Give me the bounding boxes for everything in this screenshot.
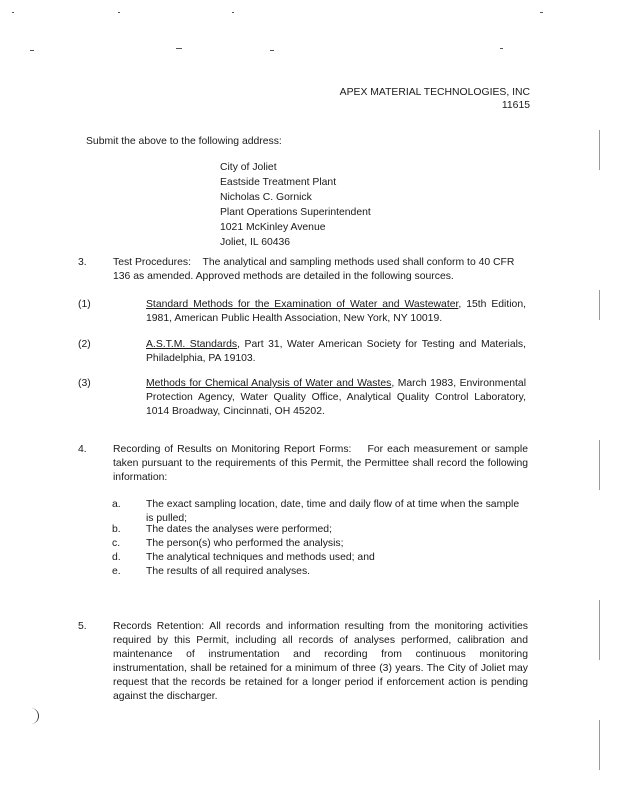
- section-3-body: [113, 256, 528, 284]
- source-details: , Part 31, Water American Society for Testing and Materials, Philadelphia, PA 19103.: [146, 339, 526, 364]
- section-title: Test Procedures:: [113, 257, 191, 268]
- section-title: Records Retention:: [113, 621, 205, 632]
- list-letter: c.: [112, 538, 121, 549]
- list-letter: b.: [112, 524, 121, 535]
- address-block: [220, 160, 371, 250]
- source-item: [146, 377, 526, 419]
- address-line: City of Joliet: [220, 162, 277, 173]
- section-text: For each measurement or sample taken pursuant to the requirements of this Permit, the Permittee shall record the following information:: [113, 444, 528, 483]
- document-code: 11615: [501, 100, 530, 111]
- section-text: The analytical and sampling methods used shall conform to 40 CFR 136 as amended. Approved methods are detailed in the following sources.: [113, 257, 515, 282]
- scan-edge-line: [599, 720, 600, 770]
- list-letter: e.: [112, 566, 121, 577]
- scan-edge-line: [599, 130, 600, 170]
- section-number: 4.: [78, 444, 87, 455]
- document-header: [340, 86, 530, 112]
- company-name: APEX MATERIAL TECHNOLOGIES, INC: [339, 87, 530, 98]
- list-letter: a.: [112, 499, 121, 510]
- section-title: Recording of Results on Monitoring Report Forms:: [113, 444, 352, 455]
- scan-speck: [118, 12, 120, 13]
- source-marker: (2): [78, 339, 91, 350]
- address-line: Eastside Treatment Plant: [220, 177, 337, 188]
- punch-hole-mark: [30, 708, 39, 724]
- source-item: [146, 298, 526, 326]
- source-details: , 15th Edition, 1981, American Public Health Association, New York, NY 10019.: [146, 299, 527, 324]
- list-item: The person(s) who performed the analysis;: [146, 538, 344, 549]
- scan-speck: [270, 50, 274, 51]
- section-text: All records and information resulting from the monitoring activities required by this Permit, including all records of analyses performed, calibration and maintenance of instrumentation and recording from continuous monitoring instrumentation, shall be retained for a minimum of three (3) years. The City of Joliet may request that the records be retained for a longer period if enforcement action is pending against the discharger.: [113, 621, 528, 702]
- source-marker: (3): [78, 378, 91, 389]
- intro-text: Submit the above to the following address:: [86, 136, 282, 147]
- source-title: Standard Methods for the Examination of Water and Wastewater: [146, 299, 459, 310]
- list-letter: d.: [112, 552, 121, 563]
- scan-edge-line: [599, 600, 600, 660]
- address-line: Joliet, IL 60436: [220, 237, 291, 248]
- scan-speck: [176, 48, 182, 49]
- section-5-body: [113, 620, 528, 704]
- list-item: The dates the analyses were performed;: [146, 524, 332, 535]
- address-line: Nicholas C. Gornick: [220, 192, 312, 203]
- address-line: Plant Operations Superintendent: [220, 207, 371, 218]
- section-number: 3.: [78, 257, 87, 268]
- section-number: 5.: [78, 621, 87, 632]
- source-marker: (1): [78, 299, 91, 310]
- address-line: 1021 McKinley Avenue: [220, 222, 326, 233]
- list-item: The exact sampling location, date, time and daily flow of at time when the sample is pulled;: [146, 499, 520, 524]
- section-4-body: [113, 443, 528, 485]
- scan-edge-line: [599, 440, 600, 490]
- scan-speck: [232, 12, 234, 13]
- list-item: The analytical techniques and methods used; and: [146, 552, 375, 563]
- scan-speck: [30, 50, 34, 51]
- scan-speck: [12, 12, 14, 13]
- list-item: The results of all required analyses.: [146, 566, 311, 577]
- scan-speck: [540, 12, 543, 13]
- source-item: [146, 338, 526, 366]
- scan-speck: [500, 48, 503, 49]
- scan-edge-line: [599, 290, 600, 320]
- source-details: , March 1983, Environmental Protection Agency, Water Quality Office, Analytical Quality Control Laboratory, 1014 Broadway, Cincinnati, OH 45202.: [146, 378, 526, 417]
- source-title: Methods for Chemical Analysis of Water and Wastes: [146, 378, 392, 389]
- source-title: A.S.T.M. Standards: [146, 339, 238, 350]
